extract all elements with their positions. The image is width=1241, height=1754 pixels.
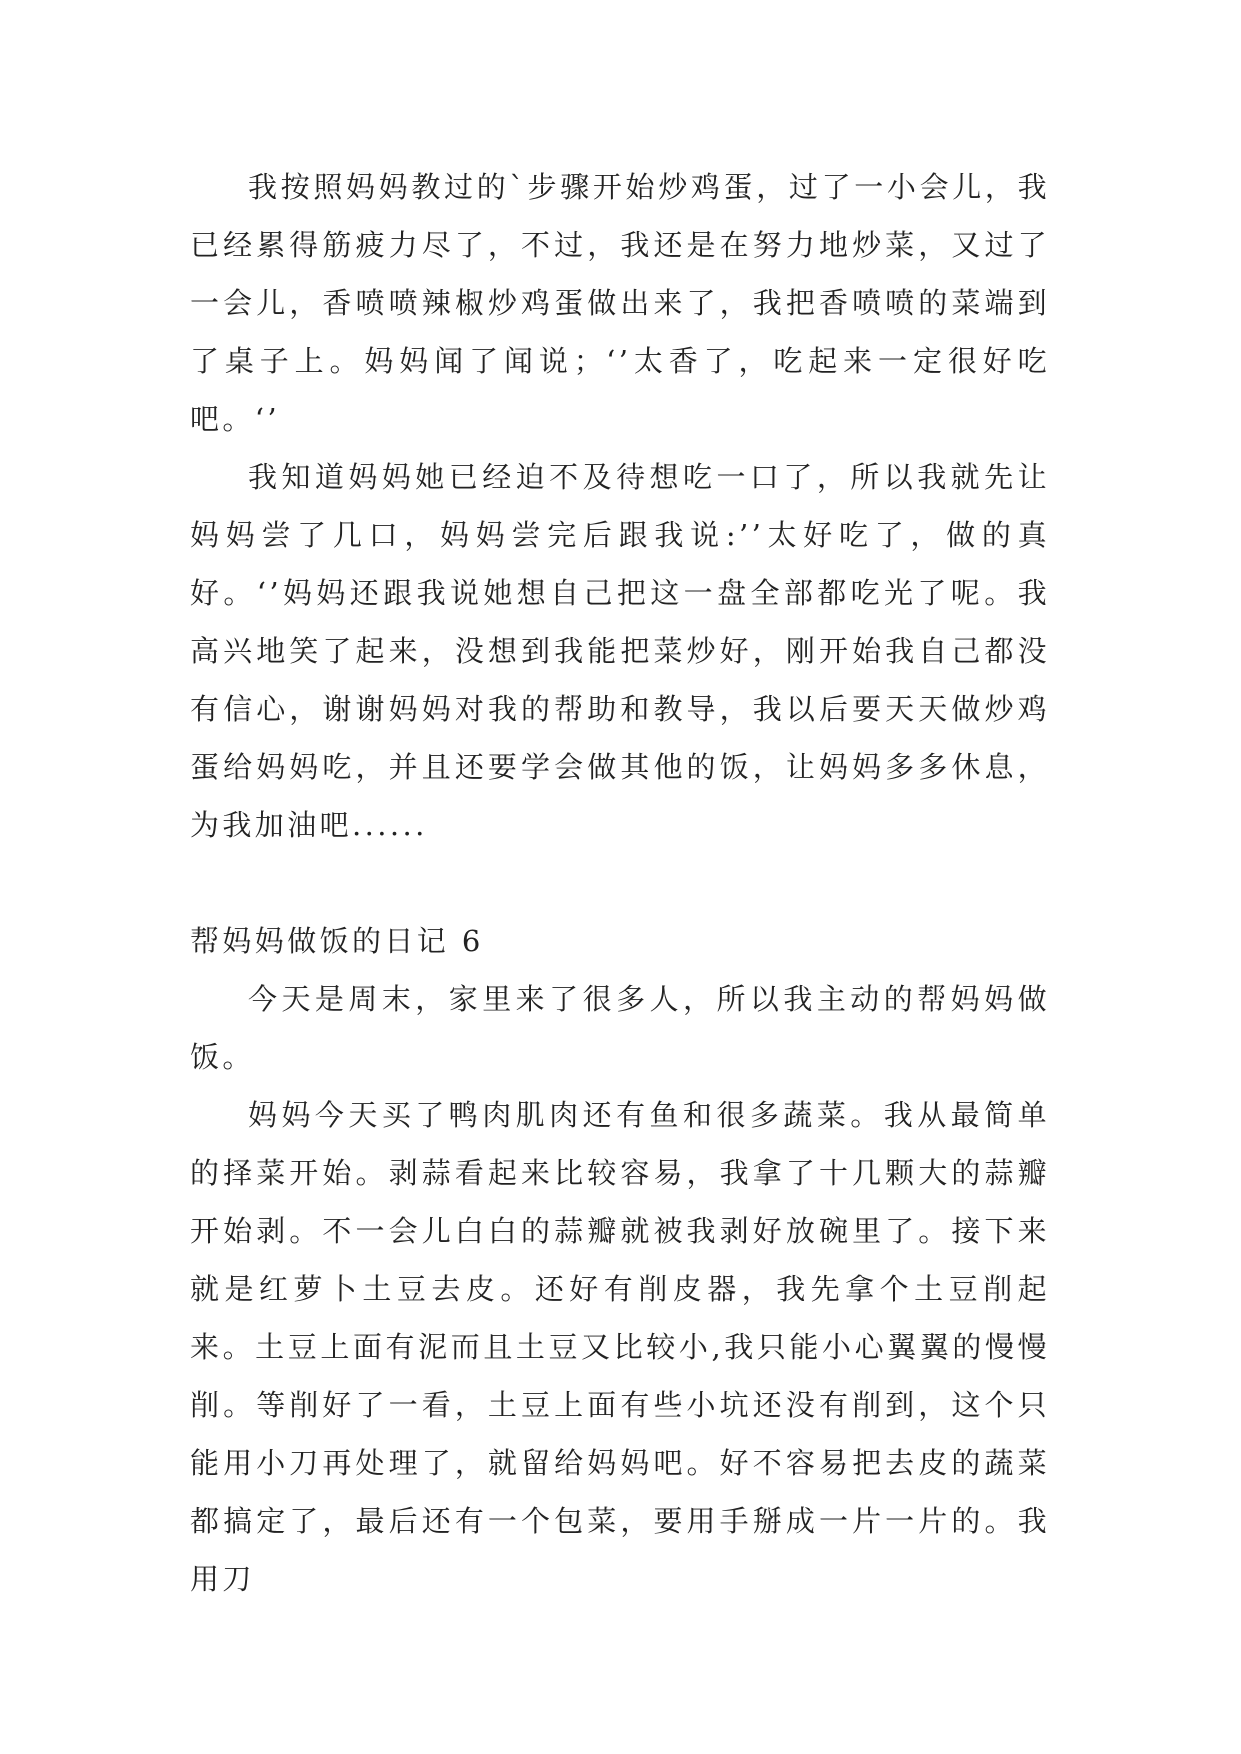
section-title: 帮妈妈做饭的日记 6: [190, 924, 484, 958]
paragraph-mom-tastes: 我知道妈妈她已经迫不及待想吃一口了，所以我就先让妈妈尝了几口，妈妈尝完后跟我说:’’太好吃了，做的真好。‘’妈妈还跟我说她想自己把这一盘全部都吃光了呢。我高兴地笑了起来，没想到我能把菜炒好，刚开始我自己都没有信心，谢谢妈妈对我的帮助和教导，我以后要天天做炒鸡蛋给妈妈吃，并且还要学会做其他的饭，让妈妈多多休息，为我加油吧......: [190, 460, 1050, 842]
paragraph-cooking-eggs: 我按照妈妈教过的`步骤开始炒鸡蛋，过了一小会儿，我已经累得筋疲力尽了，不过，我还是在努力地炒菜，又过了一会儿，香喷喷辣椒炒鸡蛋做出来了，我把香喷喷的菜端到了桌子上。妈妈闻了闻说；‘’太香了，吃起来一定很好吃吧。‘’: [190, 170, 1050, 436]
document-page: [190, 158, 1050, 1608]
paragraph-weekend: 今天是周末，家里来了很多人，所以我主动的帮妈妈做饭。: [190, 982, 1050, 1074]
paragraph-prepping-vegetables: 妈妈今天买了鸭肉肌肉还有鱼和很多蔬菜。我从最简单的择菜开始。剥蒜看起来比较容易，我拿了十几颗大的蒜瓣开始剥。不一会儿白白的蒜瓣就被我剥好放碗里了。接下来就是红萝卜土豆去皮。还好有削皮器，我先拿个土豆削起来。土豆上面有泥而且土豆又比较小,我只能小心翼翼的慢慢削。等削好了一看，土豆上面有些小坑还没有削到，这个只能用小刀再处理了，就留给妈妈吧。好不容易把去皮的蔬菜都搞定了，最后还有一个包菜，要用手掰成一片一片的。我用刀: [190, 1098, 1050, 1596]
